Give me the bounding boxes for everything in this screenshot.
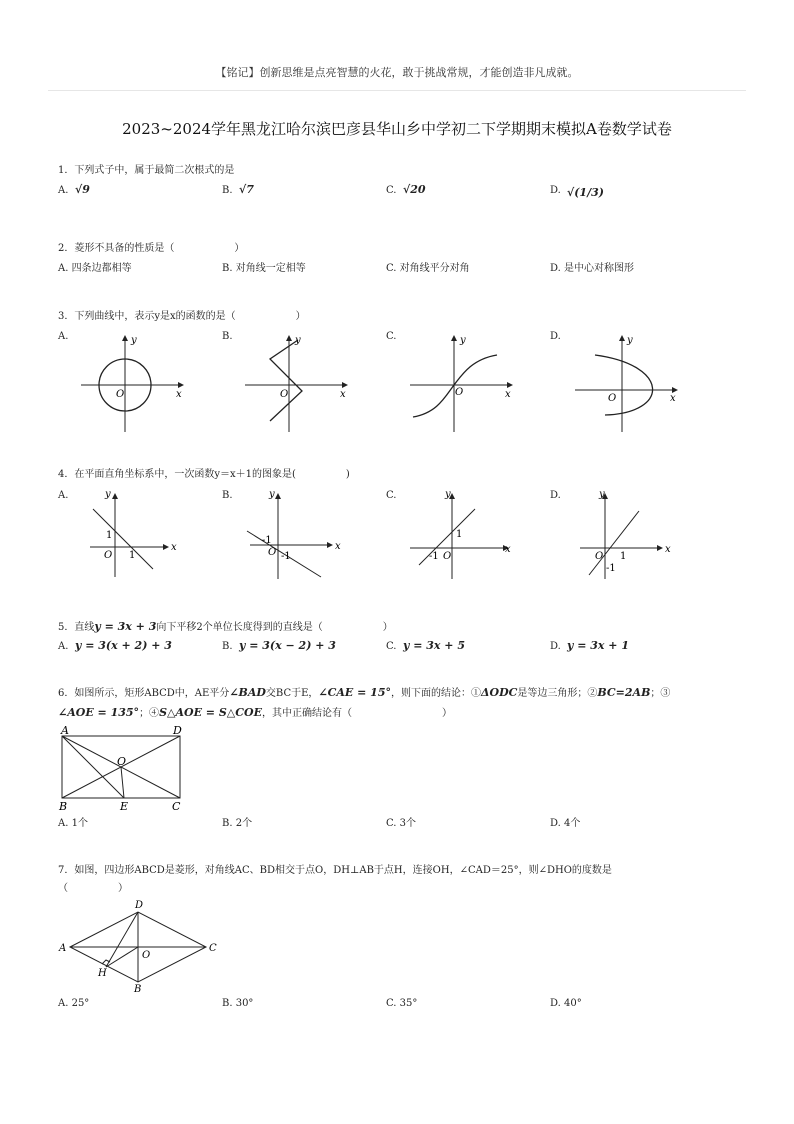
q6-math-angle-bad: ∠BAD [229,686,266,699]
vertex-c: C [209,943,217,954]
q6-math-triangle-odc: ΔODC [480,686,518,699]
vertex-a: A [59,943,67,954]
y-axis-label: y [131,335,137,346]
vertex-o: O [142,950,151,961]
origin-label: O [443,551,452,562]
q3-label-c: C. [386,331,397,342]
origin-label: O [104,550,113,561]
q6-math-angle-cae: ∠CAE = 15° [318,686,391,699]
y-axis-label: y [445,489,451,500]
origin-label: O [608,393,617,404]
q5-option-b: y = 3(x − 2) + 3 [239,639,336,652]
y-axis-label: y [295,335,301,346]
q1-label-a: A. [58,185,69,196]
q4-graph-c [405,487,515,582]
q5-option-d: y = 3x + 1 [567,639,630,652]
q7-option-c: C. 35° [386,998,418,1009]
q6-math-area-eq: S△AOE = S△COE [159,706,262,719]
q5-stem-suffix: 向下平移2个单位长度得到的直线是（ ） [156,622,393,633]
vertex-d: D [135,900,144,911]
q4-graph-b [245,487,345,582]
q3-graph-b [240,335,350,435]
q1-option-c: √20 [403,183,426,196]
x-axis-label: x [340,389,346,400]
y-axis-label: y [599,489,605,500]
q2-stem: 2．菱形不具备的性质是（ ） [58,243,245,254]
q4-label-a: A. [58,490,69,501]
q5-stem-prefix: 5．直线 [58,622,95,633]
q7-rhombus-figure [58,898,228,996]
q6-text: ，则下面的结论：① [390,688,481,699]
x-axis-label: x [176,389,182,400]
vertex-a: A [61,724,69,737]
q3-graph-a [76,335,186,435]
origin-label: O [116,389,125,400]
tick-1-x: 1 [620,551,627,562]
tick-neg1-x: -1 [429,551,439,562]
q6-math-bc-2ab: BC=2AB [597,686,651,699]
q6-text: 交BC于E， [265,688,319,699]
q1-option-b: √7 [239,183,254,196]
q1-option-a: √9 [75,183,90,196]
origin-label: O [268,547,277,558]
q3-label-b: B. [222,331,233,342]
q5-label-d: D. [550,641,561,652]
vertex-e: E [120,800,129,813]
q7-paren: （ ） [58,883,128,894]
q4-label-c: C. [386,490,397,501]
vertex-o: O [117,755,127,768]
q6-stem-line1 [58,686,670,701]
vertex-d: D [173,724,182,737]
q7-stem: 7．如图，四边形ABCD是菱形，对角线AC、BD相交于点O，DH⊥AB于点H，连接OH，∠CAD＝25°，则∠DHO的度数是 [58,865,612,876]
q5-label-c: C. [386,641,397,652]
origin-label: O [595,551,604,562]
q6-option-a: A. 1个 [58,818,88,829]
x-axis-label: x [171,542,177,553]
y-axis-label: y [105,489,111,500]
q1-stem: 1．下列式子中，属于最简二次根式的是 [58,165,235,176]
q7-option-b: B. 30° [222,998,254,1009]
q3-label-a: A. [58,331,69,342]
y-axis-label: y [269,489,275,500]
q3-stem: 3．下列曲线中，表示y是x的函数的是（ ） [58,311,306,322]
q6-text: 6．如图所示，矩形ABCD中，AE平分 [58,688,230,699]
tick-neg1-x: -1 [262,535,272,546]
x-axis-label: x [670,393,676,404]
q4-label-d: D. [550,490,561,501]
q2-option-d: D. 是中心对称图形 [550,263,635,274]
y-axis-label: y [460,335,466,346]
q3-graph-d [570,335,680,435]
q1-label-b: B. [222,185,233,196]
q6-rectangle-figure [58,724,198,816]
page-title: 2023~2024学年黑龙江哈尔滨巴彦县华山乡中学初二下学期期末模拟A卷数学试卷 [122,120,672,138]
vertex-b: B [59,800,68,813]
vertex-b: B [134,984,142,995]
q1-label-d: D. [550,185,561,196]
q5-option-a: y = 3(x + 2) + 3 [75,639,172,652]
tick-1-x: 1 [129,550,136,561]
q4-label-b: B. [222,490,233,501]
q7-option-d: D. 40° [550,998,582,1009]
header-divider [48,90,746,91]
q3-graph-c [405,335,515,435]
q4-graph-a [85,487,185,582]
q6-text: 是等边三角形；② [517,688,598,699]
q6-text: ；④ [139,708,160,719]
q5-stem [58,620,393,635]
q2-option-a: A. 四条边都相等 [58,263,132,274]
q5-label-a: A. [58,641,69,652]
tick-1-y: 1 [106,530,113,541]
motto-banner: 【铭记】创新思维是点亮智慧的火花，敢于挑战常规，才能创造非凡成就。 [215,66,579,79]
x-axis-label: x [335,541,341,552]
q2-option-c: C. 对角线平分对角 [386,263,470,274]
q5-stem-equation: y = 3x + 3 [94,620,157,633]
q1-option-d: √(1/3) [567,186,604,199]
q5-label-b: B. [222,641,233,652]
q6-text: ；③ [650,688,671,699]
x-axis-label: x [505,389,511,400]
x-axis-label: x [665,544,671,555]
q6-option-b: B. 2个 [222,818,253,829]
q6-stem-line2 [58,706,452,721]
tick-neg1-y: -1 [606,563,616,574]
q7-option-a: A. 25° [58,998,90,1009]
q4-graph-d [575,487,675,582]
tick-1-y: 1 [456,529,463,540]
q6-option-d: D. 4个 [550,818,581,829]
q5-option-c: y = 3x + 5 [403,639,466,652]
q1-label-c: C. [386,185,397,196]
q6-text: ，其中正确结论有（ ） [261,708,452,719]
vertex-c: C [172,800,181,813]
x-axis-label: x [505,544,511,555]
tick-neg1-y: -1 [281,551,291,562]
vertex-h: H [98,968,107,979]
q6-option-c: C. 3个 [386,818,417,829]
q4-stem: 4．在平面直角坐标系中，一次函数y＝x＋1的图象是( ) [58,469,350,480]
q2-option-b: B. 对角线一定相等 [222,263,306,274]
y-axis-label: y [627,335,633,346]
origin-label: O [455,387,464,398]
q6-math-angle-aoe: ∠AOE = 135° [58,706,140,719]
origin-label: O [280,389,289,400]
q3-label-d: D. [550,331,561,342]
